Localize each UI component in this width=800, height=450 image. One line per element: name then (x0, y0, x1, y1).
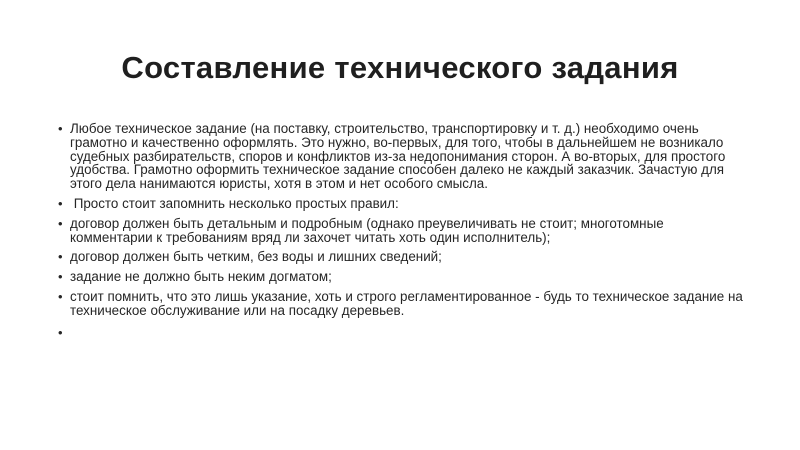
bullet-dot-icon: • (58, 288, 63, 304)
bullet-item-intro (58, 122, 748, 191)
bullet-item-rule-dogma (58, 270, 748, 284)
bullet-dot-icon: • (58, 215, 63, 231)
bullet-text (70, 326, 748, 340)
bullet-dot-icon: • (58, 324, 63, 340)
bullet-dot-icon: • (58, 121, 63, 136)
bullet-dot-icon: • (58, 269, 63, 285)
bullet-text: Любое техническое задание (на поставку, строительство, транспортировку и т. д.) необходимо очень грамотно и качественно оформлять. Это нужно, во-первых, для того, чтобы в дальнейшем не возникало судебных разбирательств, споров и конфликтов из-за недопонимания сторон. А во-вторых, для простого удобства. Грамотно оформить техническое задание способен далеко не каждый заказчик. Зачастую для этого дела нанимаются юристы, хотя в этом и нет особого смысла. (70, 121, 726, 192)
bullet-text: задание не должно быть неким догматом; (70, 269, 332, 285)
bullet-text: Просто стоит запомнить несколько простых правил: (70, 195, 399, 211)
bullet-dot-icon: • (58, 249, 63, 265)
bullet-text: стоит помнить, что это лишь указание, хоть и строго регламентированное - будь то техническое задание на техническое обслуживание или на посадку деревьев. (70, 288, 743, 318)
bullet-item-rule-instruction (58, 290, 748, 318)
bullet-item-rules-intro (58, 197, 748, 211)
bullet-text: договор должен быть детальным и подробным (однако преувеличивать не стоит; многотомные комментарии к требованиям вряд ли захочет читать хоть один исполнитель); (70, 215, 664, 245)
bullet-item-rule-detailed (58, 217, 748, 245)
bullet-text: договор должен быть четким, без воды и лишних сведений; (70, 249, 442, 265)
slide-title: Составление технического задания (121, 50, 679, 85)
bullet-list (58, 122, 748, 345)
bullet-dot-icon: • (58, 195, 63, 211)
bullet-item-rule-clear (58, 250, 748, 264)
bullet-item-empty (58, 326, 748, 340)
